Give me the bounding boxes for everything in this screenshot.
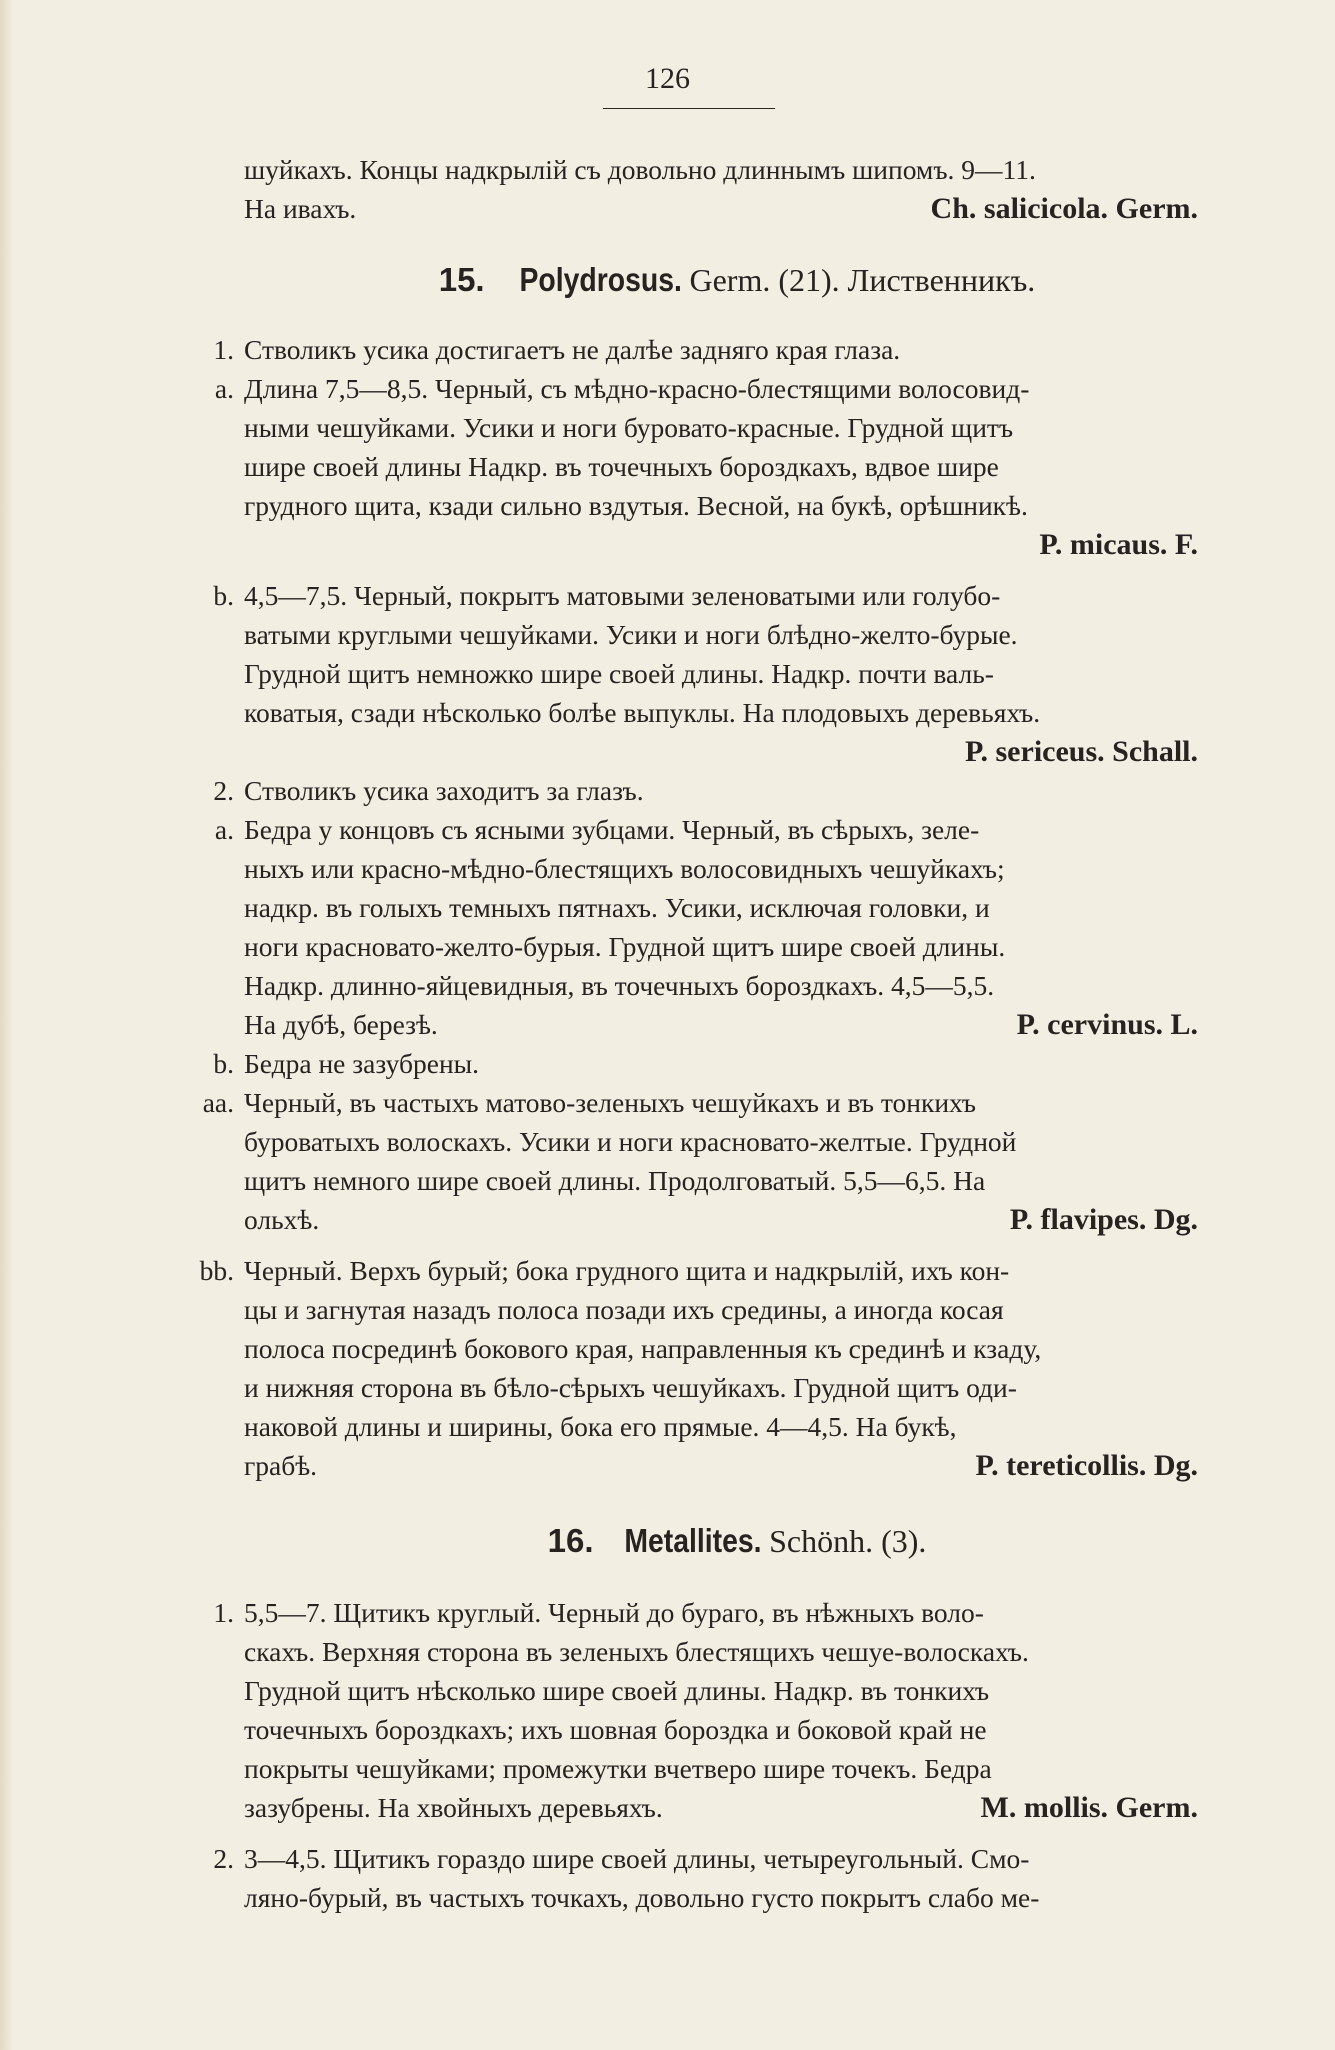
- entry-label: 2.: [213, 1843, 234, 1874]
- entry-label: b.: [213, 580, 234, 611]
- text-line-last: [244, 1788, 1230, 1827]
- text-line: Черный, въ частыхъ матово-зеленыхъ чешуйкахъ и въ тонкихъ: [244, 1087, 976, 1118]
- text-area: [160, 150, 1230, 1917]
- text-line: шуйкахъ. Концы надкрылій съ довольно длиннымъ шипомъ. 9—11.: [244, 154, 1036, 185]
- text-line-end: На дубѣ, березѣ.: [244, 1009, 438, 1040]
- text-line: ными чешуйками. Усики и ноги буровато-красные. Грудной щитъ: [244, 412, 1014, 443]
- key-entry: [160, 810, 1230, 1044]
- text-line: Бедра у концовъ съ ясными зубцами. Черный, въ сѣрыхъ, зеле-: [244, 814, 980, 845]
- section-heading-tail: Germ. (21). Лиственникъ.: [689, 262, 1036, 298]
- species-name: P. cervinus. L.: [1016, 1008, 1198, 1041]
- text-line: 5,5—7. Щитикъ круглый. Черный до бураго, въ нѣжныхъ воло-: [244, 1597, 984, 1628]
- entry-label: 2.: [213, 775, 234, 806]
- entry-label: а.: [214, 373, 234, 404]
- text-line: щитъ немного шире своей длины. Продолговатый. 5,5—6,5. На: [244, 1165, 986, 1196]
- text-line: Бедра не зазубрены.: [244, 1048, 480, 1079]
- key-entry: [160, 771, 1230, 810]
- page-number: 126: [645, 62, 690, 95]
- species-name: P. micaus. F.: [1039, 528, 1198, 561]
- species-name: P. sericeus. Schall.: [964, 735, 1198, 768]
- section-heading-15: [244, 258, 1230, 302]
- species-name: M. mollis. Germ.: [980, 1791, 1198, 1824]
- text-line: Грудной щитъ нѣсколько шире своей длины. Надкр. въ тонкихъ: [244, 1675, 990, 1706]
- key-entry: [160, 330, 1230, 369]
- text-line-last: [244, 1005, 1230, 1044]
- text-line-end: На ивахъ.: [244, 193, 357, 224]
- text-line-end: грабѣ.: [244, 1450, 318, 1481]
- text-line: грудного щита, кзади сильно вздутыя. Весной, на букѣ, орѣшникѣ.: [244, 490, 1028, 521]
- species-name: Ch. salicicola. Germ.: [930, 192, 1198, 225]
- section-heading-tail: Schönh. (3).: [769, 1523, 927, 1559]
- text-line: Черный. Верхъ бурый; бока грудного щита и надкрылій, ихъ кон-: [244, 1255, 1010, 1286]
- text-line: точечныхъ бороздкахъ; ихъ шовная бороздка и боковой край не: [244, 1714, 987, 1745]
- entry-label: bb.: [199, 1255, 234, 1286]
- text-line: ляно-бурый, въ частыхъ точкахъ, довольно густо покрытъ слабо ме-: [244, 1882, 1040, 1913]
- text-line: Стволикъ усика достигаетъ не далѣе задняго края глаза.: [244, 334, 901, 365]
- text-line-last: [244, 1446, 1230, 1485]
- entry-label: а.: [214, 814, 234, 845]
- text-line-end: зазубрены. На хвойныхъ деревьяхъ.: [244, 1792, 663, 1823]
- key-entry: [160, 1044, 1230, 1083]
- entry-label: aa.: [202, 1087, 234, 1118]
- key-entry: [160, 1083, 1230, 1239]
- section-heading-16: [244, 1519, 1230, 1563]
- text-line: Грудной щитъ немножко шире своей длины. Надкр. почти валь-: [244, 658, 994, 689]
- entry-label: 1.: [213, 1597, 234, 1628]
- text-line: полоса посрединѣ бокового края, направленныя къ срединѣ и кзаду,: [244, 1333, 1042, 1364]
- text-line: ныхъ или красно-мѣдно-блестящихъ волосовидныхъ чешуйкахъ;: [244, 853, 1005, 884]
- key-entry: [160, 369, 1230, 564]
- text-line: покрыты чешуйками; промежутки вчетверо шире точекъ. Бедра: [244, 1753, 992, 1784]
- text-line: буроватыхъ волоскахъ. Усики и ноги красновато-желтые. Грудной: [244, 1126, 1017, 1157]
- key-entry: [160, 1839, 1230, 1917]
- key-entry: [160, 1593, 1230, 1827]
- text-line: надкр. въ голыхъ темныхъ пятнахъ. Усики, исключая головки, и: [244, 892, 990, 923]
- section-number: 15.: [438, 261, 485, 298]
- section-number: 16.: [547, 1522, 594, 1559]
- text-line: 3—4,5. Щитикъ гораздо шире своей длины, четыреугольный. Смо-: [244, 1843, 1030, 1874]
- text-line-last: [244, 189, 1230, 228]
- entry-label: 1.: [213, 334, 234, 365]
- text-line: ноги красновато-желто-бурыя. Грудной щитъ шире своей длины.: [244, 931, 1006, 962]
- genus-name: Polydrosus.: [519, 261, 682, 298]
- text-line: скахъ. Верхняя сторона въ зеленыхъ блестящихъ чешуе-волоскахъ.: [244, 1636, 1029, 1667]
- text-line: Длина 7,5—8,5. Черный, съ мѣдно-красно-блестящими волосовид-: [244, 373, 1030, 404]
- entry-label: b.: [213, 1048, 234, 1079]
- text-line: Стволикъ усика заходитъ за глазъ.: [244, 775, 644, 806]
- text-line: ватыми круглыми чешуйками. Усики и ноги блѣдно-желто-бурые.: [244, 619, 1018, 650]
- species-name: P. tereticollis. Dg.: [975, 1449, 1198, 1482]
- page-number-rule: [603, 108, 775, 109]
- text-line: цы и загнутая назадъ полоса позади ихъ средины, а иногда косая: [244, 1294, 1004, 1325]
- text-line: коватыя, сзади нѣсколько болѣе выпуклы. На плодовыхъ деревьяхъ.: [244, 697, 1041, 728]
- text-line: 4,5—7,5. Черный, покрытъ матовыми зеленоватыми или голубо-: [244, 580, 1001, 611]
- text-line: наковой длины и ширины, бока его прямые. 4—4,5. На букѣ,: [244, 1411, 957, 1442]
- key-entry: [160, 1251, 1230, 1485]
- text-line: шире своей длины Надкр. въ точечныхъ бороздкахъ, вдвое шире: [244, 451, 999, 482]
- species-name: P. flavipes. Dg.: [1009, 1203, 1198, 1236]
- text-line-last: [244, 1200, 1230, 1239]
- text-line: Надкр. длинно-яйцевидныя, въ точечныхъ бороздкахъ. 4,5—5,5.: [244, 970, 995, 1001]
- text-line-end: ольхѣ.: [244, 1204, 320, 1235]
- key-entry: [160, 576, 1230, 771]
- genus-name: Metallites.: [623, 1522, 762, 1559]
- intro-paragraph: [244, 150, 1230, 228]
- text-line: и нижняя сторона въ бѣло-сѣрыхъ чешуйкахъ. Грудной щитъ оди-: [244, 1372, 1017, 1403]
